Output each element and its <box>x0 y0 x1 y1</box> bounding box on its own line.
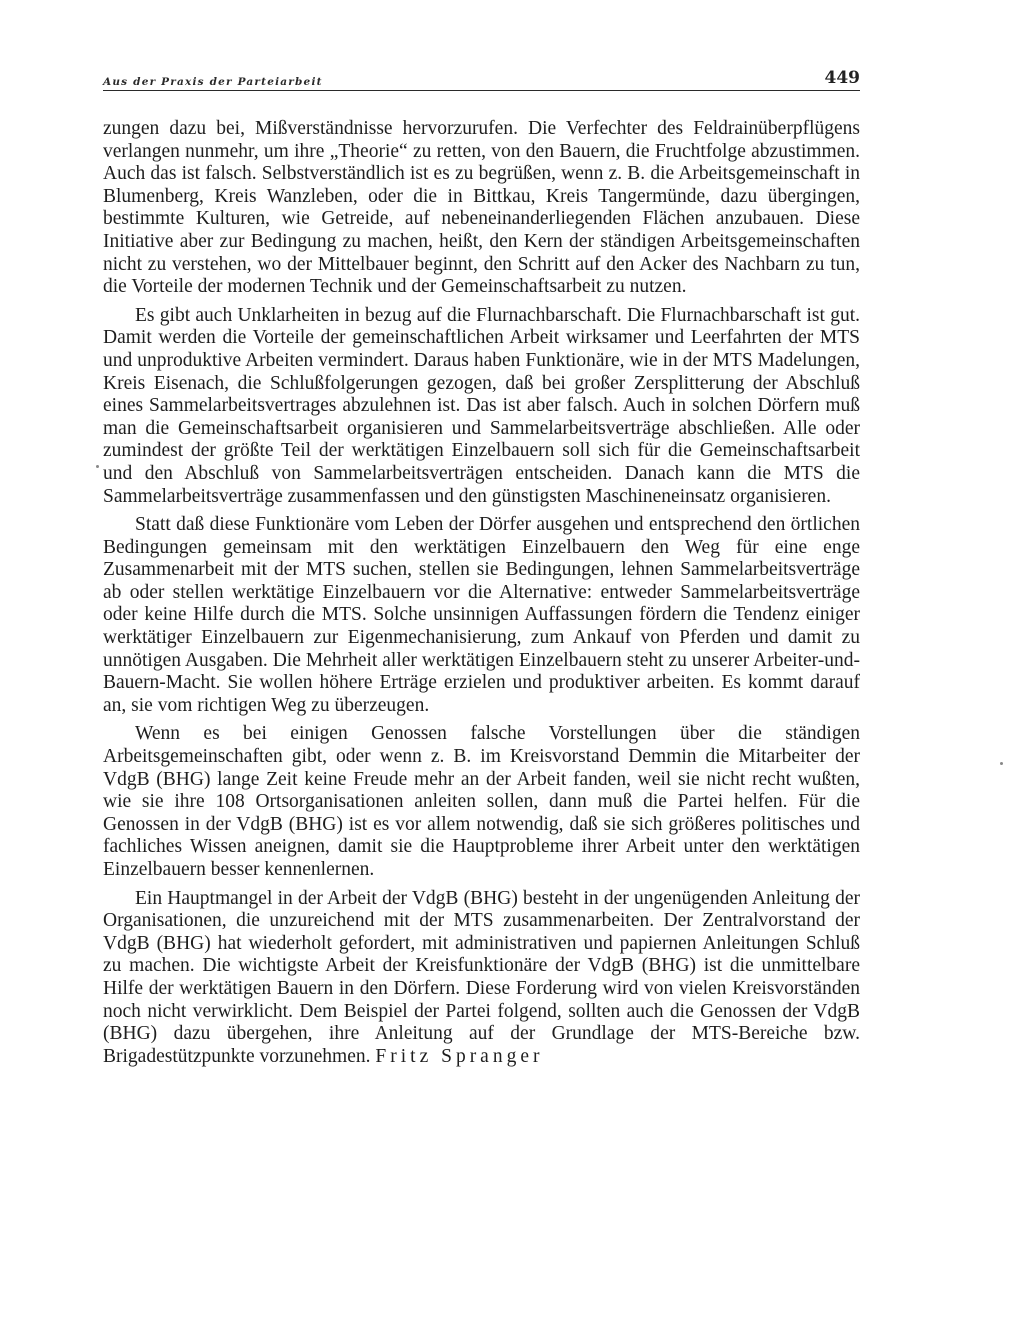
paragraph-5-text: Ein Hauptmangel in der Arbeit der VdgB (BHG) besteht in der ungenügenden Anleitung der Organisationen, die unzureichend mit der MTS zusammenarbeiten. Der Zentralvorstand der VdgB (BHG) hat wiederholt gefordert, mit administrativen und papiernen Anleitungen Schluß zu machen. Die wichtigste Arbeit der Kreisfunktionäre der VdgB (BHG) ist die unmittelbare Hilfe der werktätigen Bauern in den Dörfern. Diese Forderung wird von vielen Kreisvorständen noch nicht verwirklicht. Dem Beispiel der Partei folgend, sollten auch die Genossen der VdgB (BHG) dazu übergehen, ihre Anleitung auf der Grundlage der MTS-Bereiche bzw. Brigadestützpunkte vorzunehmen. <box>103 887 860 1067</box>
running-head: Aus der Praxis der Parteiarbeit <box>103 76 323 88</box>
paragraph-5 <box>103 888 860 1069</box>
article-body <box>103 118 860 1074</box>
paragraph-1: zungen dazu bei, Mißverständnisse hervorzurufen. Die Verfechter des Feldrainüberpflügens verlangen nunmehr, um ihre „Theorie“ zu retten, von den Bauern, die Fruchtfolge abzustimmen. Auch das ist falsch. Selbstverständlich ist es zu begrüßen, wenn z. B. die Arbeitsgemeinschaft in Blumenberg, Kreis Wanzleben, oder die in Bittkau, Kreis Tangermünde, dazu übergingen, bestimmte Kulturen, wie Getreide, auf nebeneinanderliegenden Flächen anzubauen. Diese Initiative aber zur Bedingung zu machen, heißt, den Kern der ständigen Arbeitsgemeinschaften nicht zu verstehen, wo der Mittelbauer beginnt, den Schritt auf den Acker des Nachbarn zu tun, die Vorteile der modernen Technik und der Gemeinschaftsarbeit zu nutzen. <box>103 118 860 298</box>
author-signature: Fritz Spranger <box>375 1045 544 1067</box>
paragraph-4: Wenn es bei einigen Genossen falsche Vorstellungen über die ständigen Arbeitsgemeinschaften gibt, oder wenn z. B. im Kreisvorstand Demmin die Mitarbeiter der VdgB (BHG) lange Zeit keine Freude mehr an der Arbeit fanden, weil sie nicht recht wußten, wie sie ihre 108 Ortsorganisationen anleiten sollen, dann muß die Partei helfen. Für die Genossen in der VdgB (BHG) ist es vor allem notwendig, daß sie sich größeres politisches und fachliches Wissen aneignen, damit sie die Hauptprobleme ihrer Arbeit unter den werktätigen Einzelbauern besser kennenlernen. <box>103 723 860 880</box>
paragraph-2: Es gibt auch Unklarheiten in bezug auf die Flurnachbarschaft. Die Flurnachbarschaft ist gut. Damit werden die Vorteile der gemeinschaftlichen Arbeit wirksamer und Leerfahrten der MTS und unproduktive Arbeiten vermindert. Daraus haben Funktionäre, wie in der MTS Madelungen, Kreis Eisenach, die Schlußfolgerungen gezogen, daß bei großer Zersplitterung der Abschluß eines Sammelarbeitsvertrages abzulehnen ist. Das ist aber falsch. Auch in solchen Dörfern muß man die Gemeinschaftsarbeit organisieren und Sammelarbeitsverträge abschließen. Alle oder zumindest der größte Teil der werktätigen Einzelbauern soll sich für die Gemeinschaftsarbeit und den Abschluß von Sammelarbeitsverträgen entscheiden. Danach kann die MTS die Sammelarbeitsverträge zusammenfassen und den günstigsten Maschineneinsatz organisieren. <box>103 304 860 507</box>
page-header <box>103 62 860 91</box>
print-speck <box>1000 762 1003 765</box>
page-number: 449 <box>824 68 860 88</box>
print-speck <box>96 465 99 468</box>
paragraph-3: Statt daß diese Funktionäre vom Leben der Dörfer ausgehen und entsprechend den örtlichen Bedingungen gemeinsam mit den werktätigen Einzelbauern den Weg für eine enge Zusammenarbeit mit der MTS suchen, stellen sie Bedingungen, lehnen Sammelarbeitsverträge ab oder stellen werktätige Einzelbauern vor die Alternative: entweder Sammelarbeitsverträge oder keine Hilfe durch die MTS. Solche unsinnigen Auffassungen fördern die Tendenz einiger werktätiger Einzelbauern zur Eigenmechanisierung, zum Ankauf von Pferden und damit zu unnötigen Ausgaben. Die Mehrheit aller werktätigen Einzelbauern steht zu unserer Arbeiter-und-Bauern-Macht. Sie wollen höhere Erträge erzielen und produktiver arbeiten. Es kommt darauf an, sie vom richtigen Weg zu überzeugen. <box>103 514 860 716</box>
